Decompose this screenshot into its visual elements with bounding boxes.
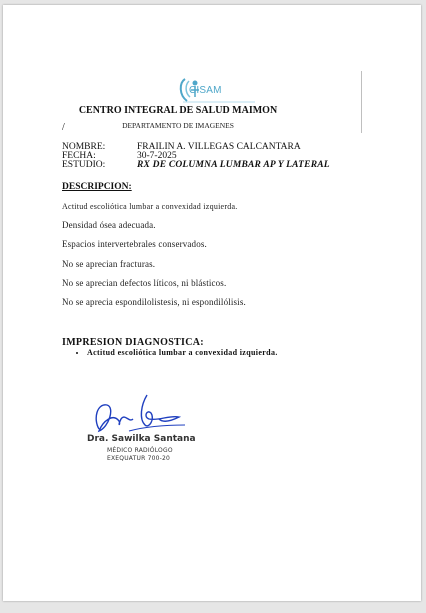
description-line: No se aprecian fracturas. [62, 259, 156, 269]
signature [89, 389, 189, 437]
description-line: Actitud escoliótica lumbar a convexidad izquierda. [62, 202, 238, 211]
description-line: Espacios intervertebrales conservados. [62, 239, 207, 249]
study-name: RX DE COLUMNA LUMBAR AP Y LATERAL [137, 160, 330, 170]
description-line: No se aprecian defectos líticos, ni blásticos. [62, 278, 227, 288]
doctor-name: Dra. Sawilka Santana [87, 434, 196, 444]
impression-title: IMPRESION DIAGNOSTICA: [62, 337, 204, 348]
date-label: FECHA: [62, 151, 96, 161]
margin-line [361, 71, 362, 133]
impression-list [73, 348, 278, 357]
clinic-logo [175, 75, 265, 109]
description-line: Densidad ósea adecuada. [62, 220, 156, 230]
impression-item: • Actitud escoliótica lumbar a convexidad izquierda. [87, 348, 278, 357]
study-label: ESTUDIO: [62, 160, 106, 170]
slash-mark: / [62, 122, 65, 133]
description-line: No se aprecia espondilolistesis, ni espondilólisis. [62, 297, 246, 307]
document-page [3, 5, 421, 601]
clinic-name: CENTRO INTEGRAL DE SALUD MAIMON [78, 105, 278, 116]
name-label: NOMBRE: [62, 142, 106, 152]
exam-date: 30-7-2025 [137, 151, 177, 161]
logo-text: CISAM [189, 85, 222, 96]
department-name: DEPARTAMENTO DE IMAGENES [122, 121, 234, 130]
description-title: DESCRIPCION: [62, 182, 132, 192]
doctor-exequatur: EXEQUATUR 700-20 [107, 455, 171, 462]
signature-scribble-icon [89, 389, 189, 437]
doctor-title: MÉDICO RADIÓLOGO [107, 447, 173, 454]
patient-name: FRAILIN A. VILLEGAS CALCANTARA [137, 142, 301, 152]
